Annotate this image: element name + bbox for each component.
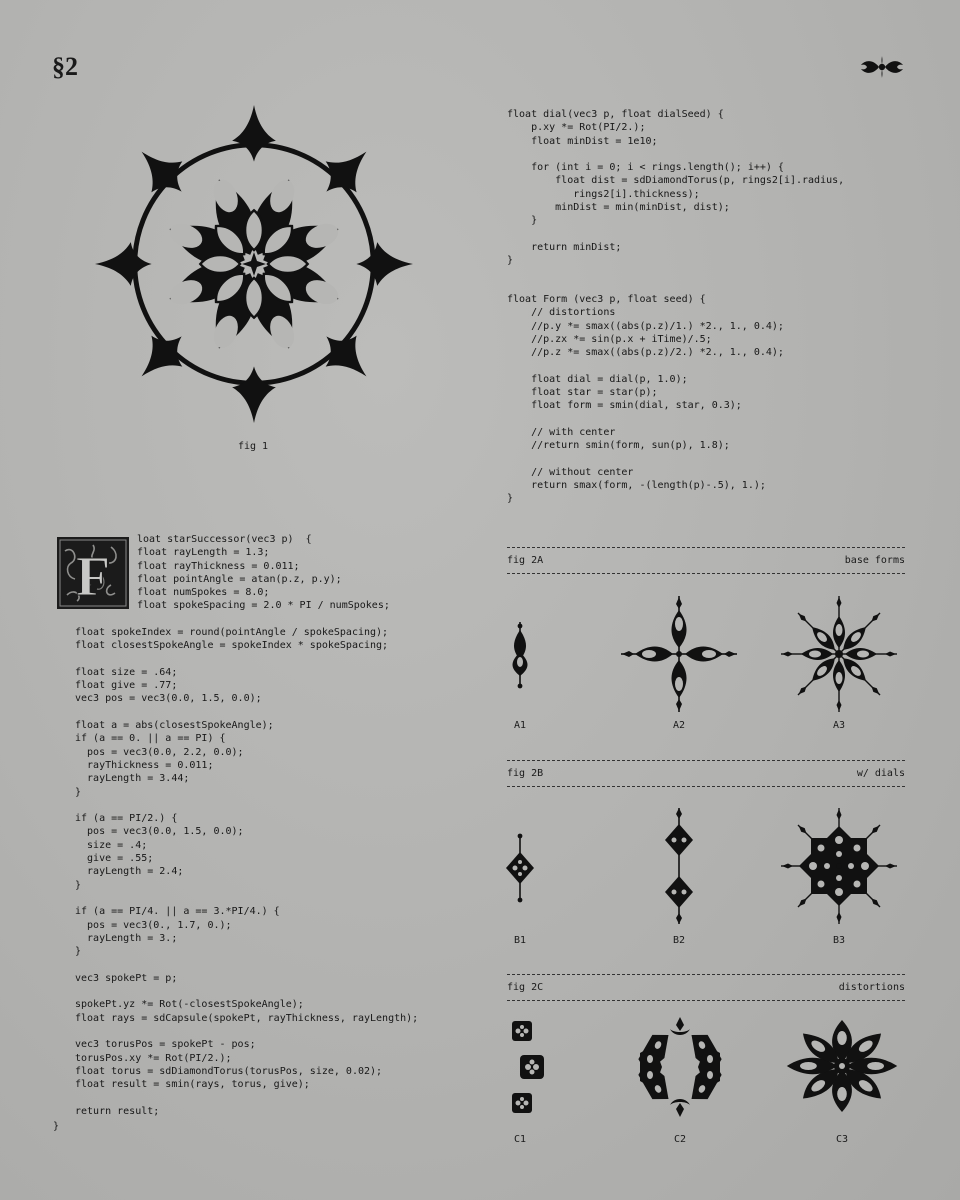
glyph-caption: A1 — [513, 720, 527, 731]
fig2c-label: fig 2C — [507, 982, 544, 993]
glyph-c2 — [620, 1014, 740, 1120]
glyph-c3 — [782, 1016, 902, 1116]
fig2b-title: w/ dials — [856, 768, 905, 779]
glyph-b3 — [779, 806, 899, 926]
code-dial-function: float dial(vec3 p, float dialSeed) { p.xy *= Rot(PI/2.); float minDist = 1e10; for (int i = 0; i < rings.length(); i++) { float dist = sdDiamondTorus(p, rings2[i].radius, rings2[i].thickness); minDist = min(minDist, dist); } return minDist; } — [507, 109, 845, 267]
fig2b-header — [507, 768, 905, 782]
fig2a-header — [507, 555, 905, 569]
divider — [507, 974, 905, 975]
fig2a-label: fig 2A — [507, 555, 544, 566]
fig2b-label: fig 2B — [507, 768, 544, 779]
fig2a-title: base forms — [844, 555, 905, 566]
glyph-caption: C2 — [673, 1134, 687, 1145]
glyph-a3 — [779, 594, 899, 714]
glyph-c1 — [500, 1020, 544, 1114]
fig1-caption: fig 1 — [237, 441, 269, 452]
divider — [507, 1000, 905, 1001]
code-star-body: float spokeIndex = round(pointAngle / spokeSpacing); float closestSpokeAngle = spokeIndex * spokeSpacing; float size = .64; float give = .77; vec3 pos = vec3(0.0, 1.5, 0.0); float a = abs(closestSpokeAngle); if (a == 0. || a == PI) { pos = vec3(0.0, 2.2, 0.0); rayThickness = 0.011; rayLength = 3.44; } if (a == PI/2.) { pos = vec3(0.0, 1.5, 0.0); size = .4; give = .55; rayLength = 2.4; } if (a == PI/4. || a == 3.*PI/4.) { pos = vec3(0., 1.7, 0.); rayLength = 3.; } vec3 spokePt = p; spokePt.yz *= Rot(-closestSpokeAngle); float rays = sdCapsule(spokePt, rayThickness, rayLength); vec3 torusPos = spokePt - pos; torusPos.xy *= Rot(PI/2.); float torus = sdDiamondTorus(torusPos, size, 0.02); float result = smin(rays, torus, give); return result; — [75, 627, 419, 1117]
divider — [507, 573, 905, 574]
glyph-caption: B1 — [513, 935, 527, 946]
divider — [507, 760, 905, 761]
section-number: §2 — [52, 52, 78, 81]
glyph-b1 — [500, 832, 540, 904]
glyph-caption: B3 — [832, 935, 846, 946]
fleuron-icon — [858, 56, 906, 78]
fig2c-title: distortions — [838, 982, 905, 993]
glyph-a2 — [619, 594, 739, 714]
glyph-caption: A3 — [832, 720, 846, 731]
dropcap-letter: F — [75, 546, 111, 608]
divider — [507, 786, 905, 787]
fig1-rosette — [95, 105, 413, 423]
dropcap-initial — [57, 537, 129, 609]
code-form-function: float Form (vec3 p, float seed) { // distortions //p.y *= smax((abs(p.z)/1.) *2., 1., 0.4); //p.zx *= sin(p.x + iTime)/.5; //p.z *= smax((abs(p.z)/2.) *2., 1., 0.4); float dial = dial(p, 1.0); float star = star(p); float form = smin(dial, star, 0.3); // with center //return smin(form, sun(p), 1.8); // without center return smax(form, -(length(p)-.5), 1.); } — [507, 294, 784, 505]
glyph-caption: C1 — [513, 1134, 527, 1145]
glyph-b2 — [649, 806, 709, 926]
glyph-caption: A2 — [672, 720, 686, 731]
glyph-caption: B2 — [672, 935, 686, 946]
glyph-caption: C3 — [835, 1134, 849, 1145]
fig2c-header — [507, 982, 905, 996]
glyph-a1 — [500, 620, 540, 692]
code-closing-brace: } — [53, 1121, 60, 1132]
code-star-header: loat starSuccessor(vec3 p) { float rayLength = 1.3; float rayThickness = 0.011; float pointAngle = atan(p.z, p.y); float numSpokes = 8.0; float spokeSpacing = 2.0 * PI / numSpokes; — [137, 534, 390, 612]
divider — [507, 547, 905, 548]
